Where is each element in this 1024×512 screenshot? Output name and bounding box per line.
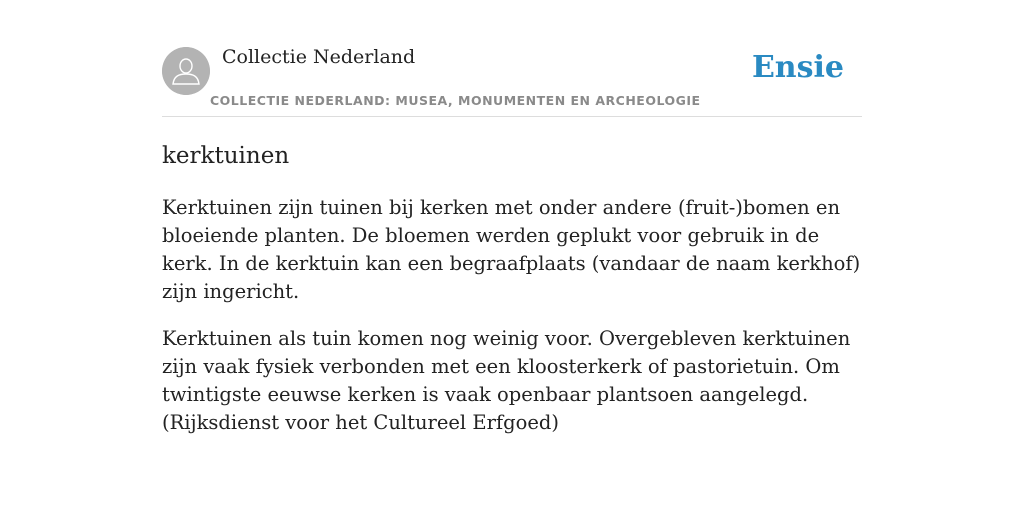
brand-logo[interactable]: Ensie (751, 50, 844, 85)
definition-paragraph: Kerktuinen als tuin komen nog weinig voor. Overgebleven kerktuinen zijn vaak fysiek verbonden met een kloosterkerk of pastorietuin. Om twintigste eeuwse kerken is vaak openbaar plantsoen aangelegd. (Rijksdienst voor het Cultureel Erfgoed) (162, 327, 851, 434)
user-avatar-icon[interactable] (162, 47, 210, 95)
page-title: kerktuinen (162, 143, 290, 169)
definition-paragraph: Kerktuinen zijn tuinen bij kerken met onder andere (fruit-)bomen en bloeiende planten. De bloemen werden geplukt voor gebruik in de kerk. In de kerktuin kan een begraafplaats (vandaar de naam kerkhof) zijn ingericht. (162, 196, 861, 303)
author-name[interactable]: Collectie Nederland (222, 46, 416, 68)
article-header (162, 40, 862, 117)
source-subtitle[interactable]: COLLECTIE NEDERLAND: MUSEA, MONUMENTEN EN ARCHEOLOGIE (210, 93, 701, 108)
article-card (162, 40, 862, 437)
